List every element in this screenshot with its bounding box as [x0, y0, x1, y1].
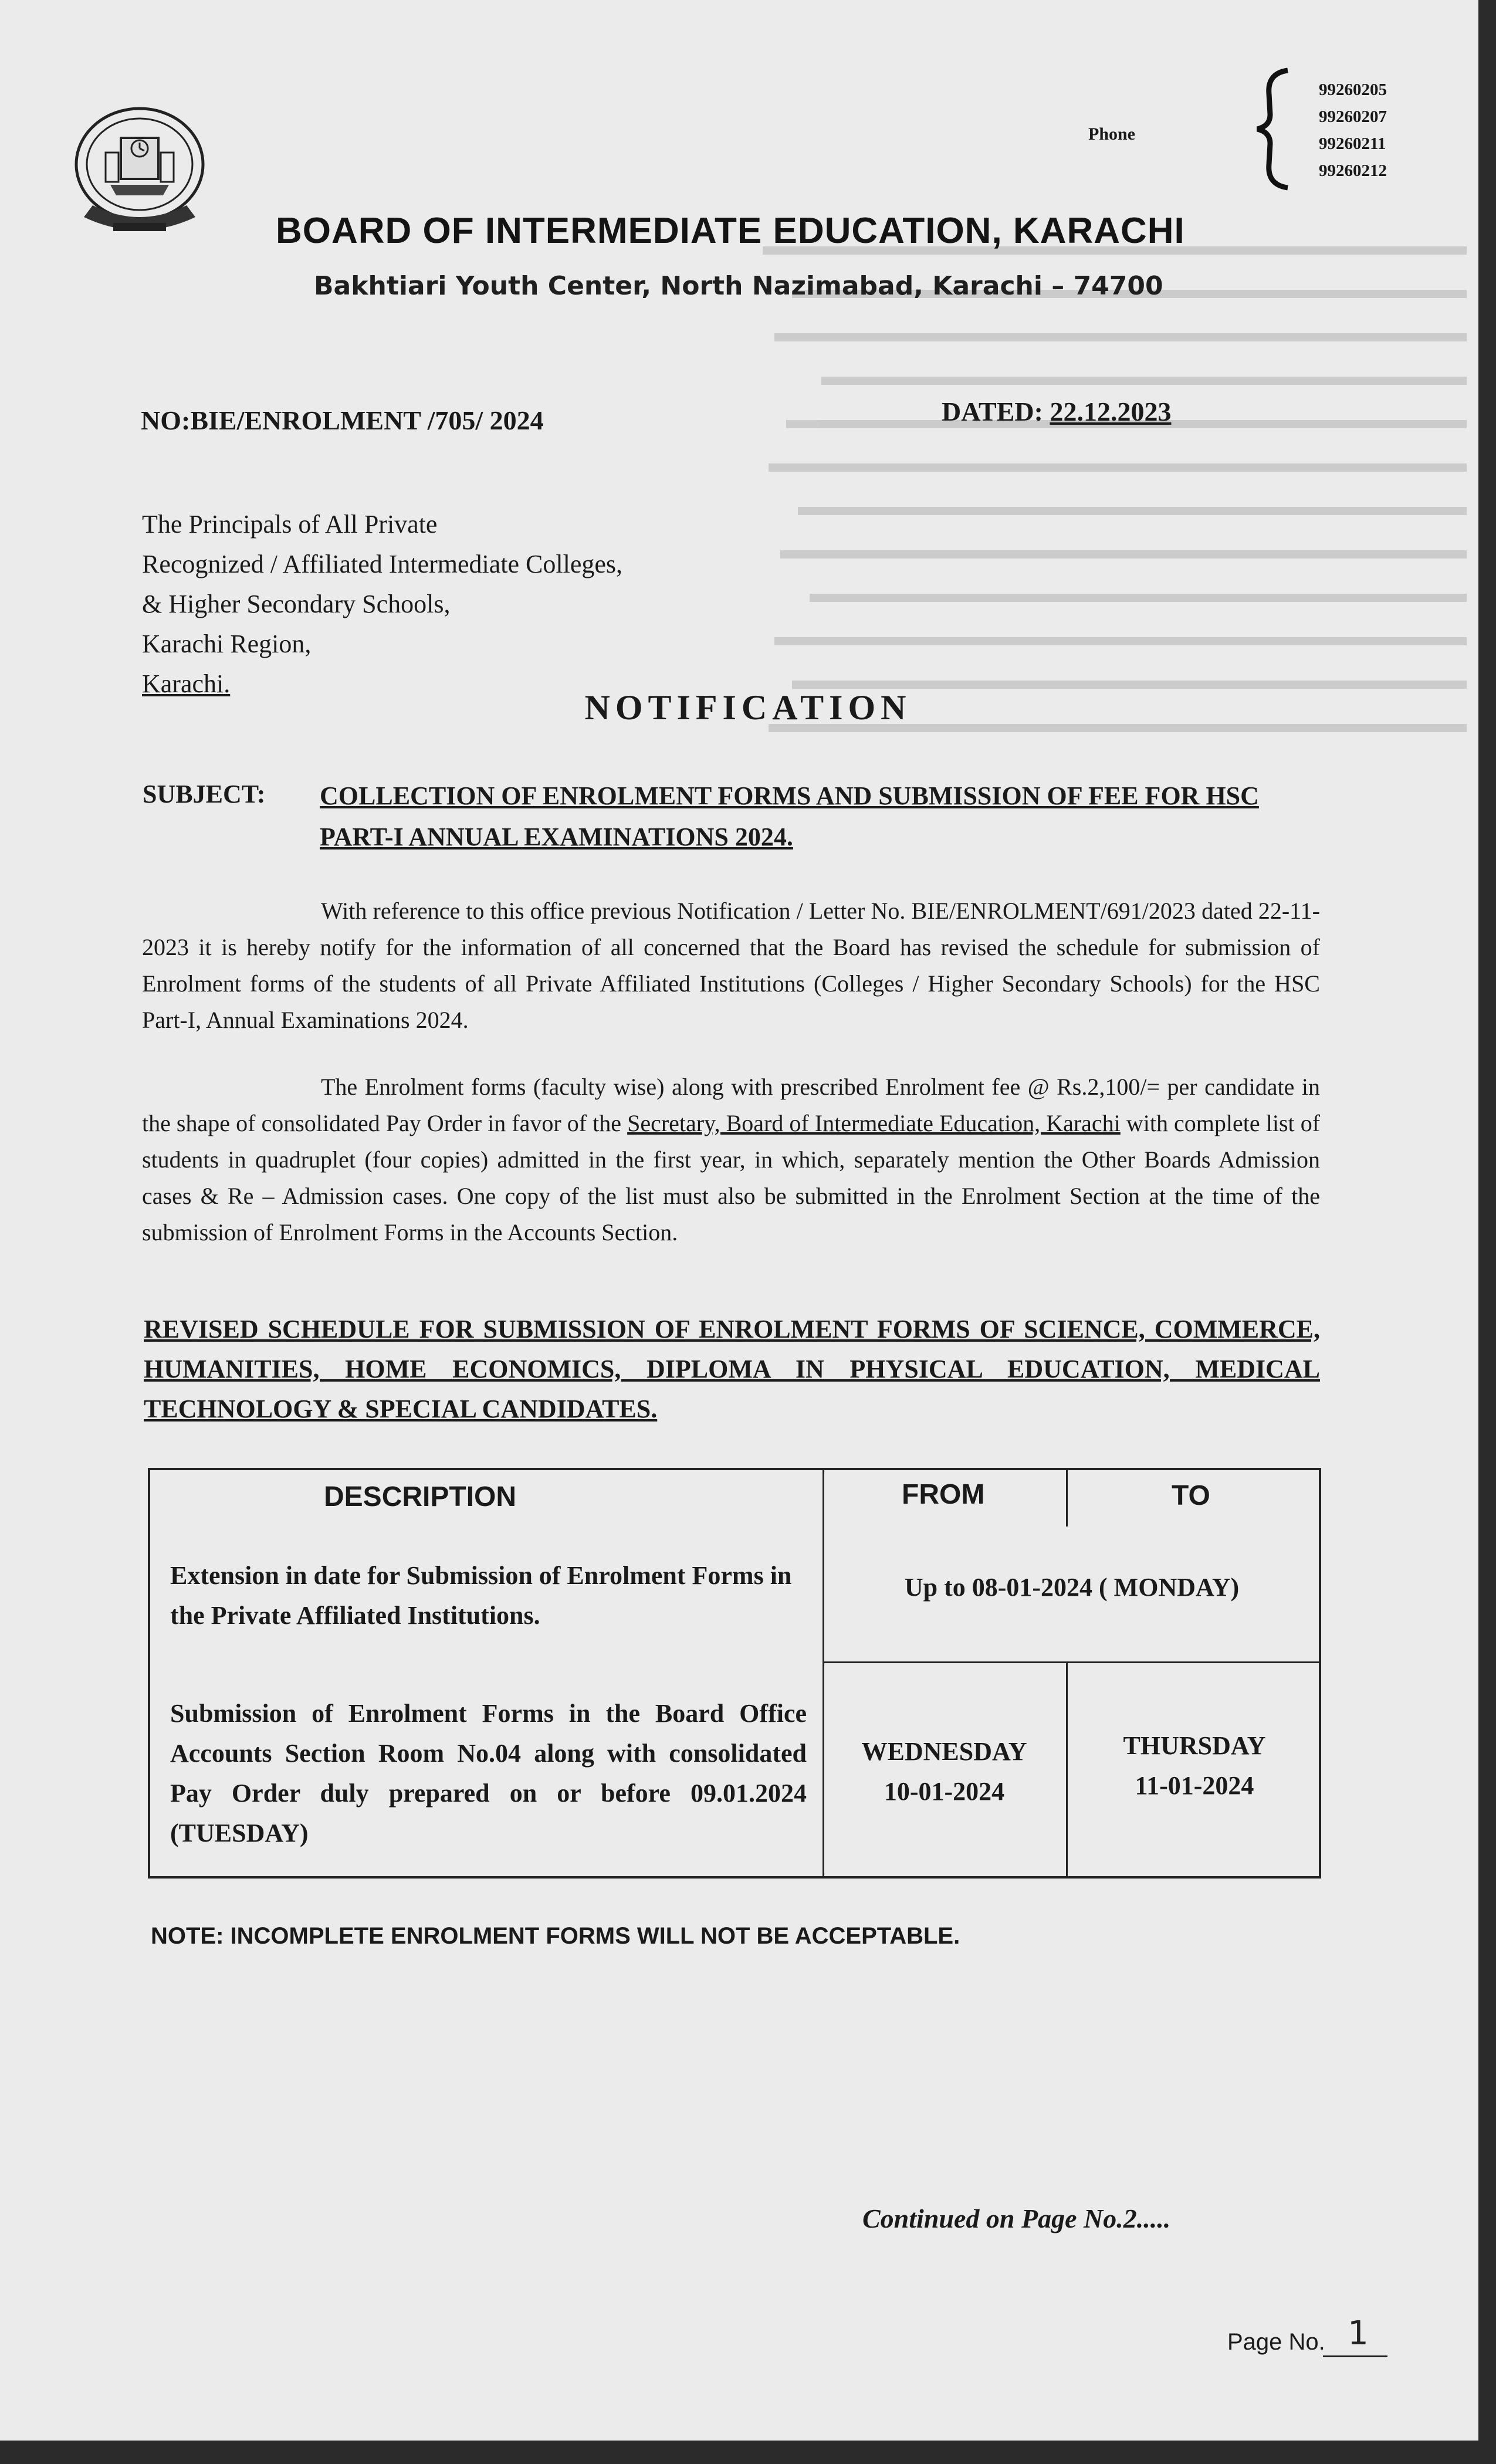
- addressee-line: Recognized / Affiliated Intermediate Colleges,: [142, 550, 623, 578]
- addressee-line: Karachi.: [142, 669, 231, 698]
- row1-description: Extension in date for Submission of Enrolment Forms in the Private Affiliated Institutions.: [170, 1561, 792, 1630]
- table-row-divider: [823, 1661, 1321, 1663]
- phone-number: 99260205: [1319, 80, 1387, 99]
- paragraph-text: with complete list of students in quadruplet (four copies) admitted in the first year, in which, separately mention the Other Boards Admission cases & Re – Admission cases. One copy of the list must also be submitted in the Enrolment Section at the time of the submission of Enrolment Forms in the Accounts Section.: [142, 1110, 1321, 1245]
- organization-name: BOARD OF INTERMEDIATE EDUCATION, KARACHI: [276, 211, 1185, 251]
- phone-label: Phone: [1088, 124, 1136, 144]
- phone-number: 99260207: [1319, 107, 1387, 126]
- schedule-table: [148, 1468, 1321, 1879]
- paragraph-reference: [142, 893, 1320, 1038]
- reference-number: NO:BIE/ENROLMENT /705/ 2024: [141, 405, 544, 435]
- from-date: 10-01-2024: [884, 1777, 1005, 1806]
- table-header-description: DESCRIPTION: [324, 1481, 517, 1512]
- note-text: NOTE: INCOMPLETE ENROLMENT FORMS WILL NOT BE ACCEPTABLE.: [151, 1923, 960, 1949]
- to-day: THURSDAY: [1123, 1731, 1266, 1760]
- addressee-line: Karachi Region,: [142, 629, 312, 658]
- schedule-heading: REVISED SCHEDULE FOR SUBMISSION OF ENROLMENT FORMS OF SCIENCE, COMMERCE, HUMANITIES, HOME ECONOMICS, DIPLOMA IN PHYSICAL EDUCATION, MEDICAL TECHNOLOGY & SPECIAL CANDIDATES.: [144, 1315, 1320, 1423]
- subject-text: COLLECTION OF ENROLMENT FORMS AND SUBMISSION OF FEE FOR HSC PART-I ANNUAL EXAMINATIONS 2024.: [320, 781, 1259, 851]
- notification-title: NOTIFICATION: [584, 688, 912, 727]
- row2-to: [1068, 1726, 1321, 1806]
- phone-number: 99260212: [1319, 161, 1387, 180]
- row2-description: Submission of Enrolment Forms in the Board Office Accounts Section Room No.04 along with consolidated Pay Order duly prepared on or before 09.01.2024 (TUESDAY): [170, 1699, 807, 1847]
- paragraph-text: With reference to this office previous Notification / Letter No. BIE/ENROLMENT/691/2023 dated 22-11-2023 it is hereby notify for the information of all concerned that the Board has revised the schedule for submission of Enrolment forms of the students of all Private Affiliated Institutions (Colleges / Higher Secondary Schools) for the HSC Part-I, Annual Examinations 2024.: [142, 898, 1320, 1033]
- addressee-line: The Principals of All Private: [142, 510, 438, 539]
- row1-period: Up to 08-01-2024 ( MONDAY): [904, 1573, 1240, 1602]
- addressee-line: & Higher Secondary Schools,: [142, 590, 451, 618]
- page-number-label: Page No.: [1227, 2329, 1325, 2355]
- phone-number: 99260211: [1319, 134, 1386, 153]
- row2-from: [823, 1732, 1066, 1812]
- to-date: 11-01-2024: [1135, 1771, 1254, 1800]
- paragraph-text: The Enrolment forms (faculty wise) along with prescribed Enrolment fee @ Rs.2,100/= per candidate in the shape of consolidated Pay Order in favor of the: [142, 1074, 1320, 1136]
- table-header-to: TO: [1172, 1480, 1210, 1511]
- page-number-underline: [1323, 2355, 1387, 2357]
- organization-address: Bakhtiari Youth Center, North Nazimabad, Karachi – 74700: [314, 271, 1163, 301]
- from-day: WEDNESDAY: [861, 1737, 1027, 1766]
- table-header-from: FROM: [902, 1479, 985, 1510]
- board-logo-seal: [69, 103, 245, 249]
- phone-numbers: [1319, 76, 1387, 184]
- page-number: 1: [1348, 2314, 1369, 2353]
- curly-brace-icon: [1253, 67, 1299, 191]
- issue-date: 22.12.2023: [1050, 397, 1172, 427]
- subject-label: SUBJECT:: [143, 780, 266, 808]
- continued-text: Continued on Page No.2.....: [862, 2204, 1171, 2233]
- table-divider: [823, 1468, 824, 1879]
- paragraph-enrolment-fee: [142, 1069, 1320, 1251]
- addressee-block: [142, 505, 622, 704]
- payee-name: Secretary, Board of Intermediate Education, Karachi: [627, 1110, 1121, 1136]
- dated-label: DATED:: [942, 397, 1050, 427]
- table-divider: [1066, 1468, 1068, 1527]
- date-line: [942, 396, 1171, 427]
